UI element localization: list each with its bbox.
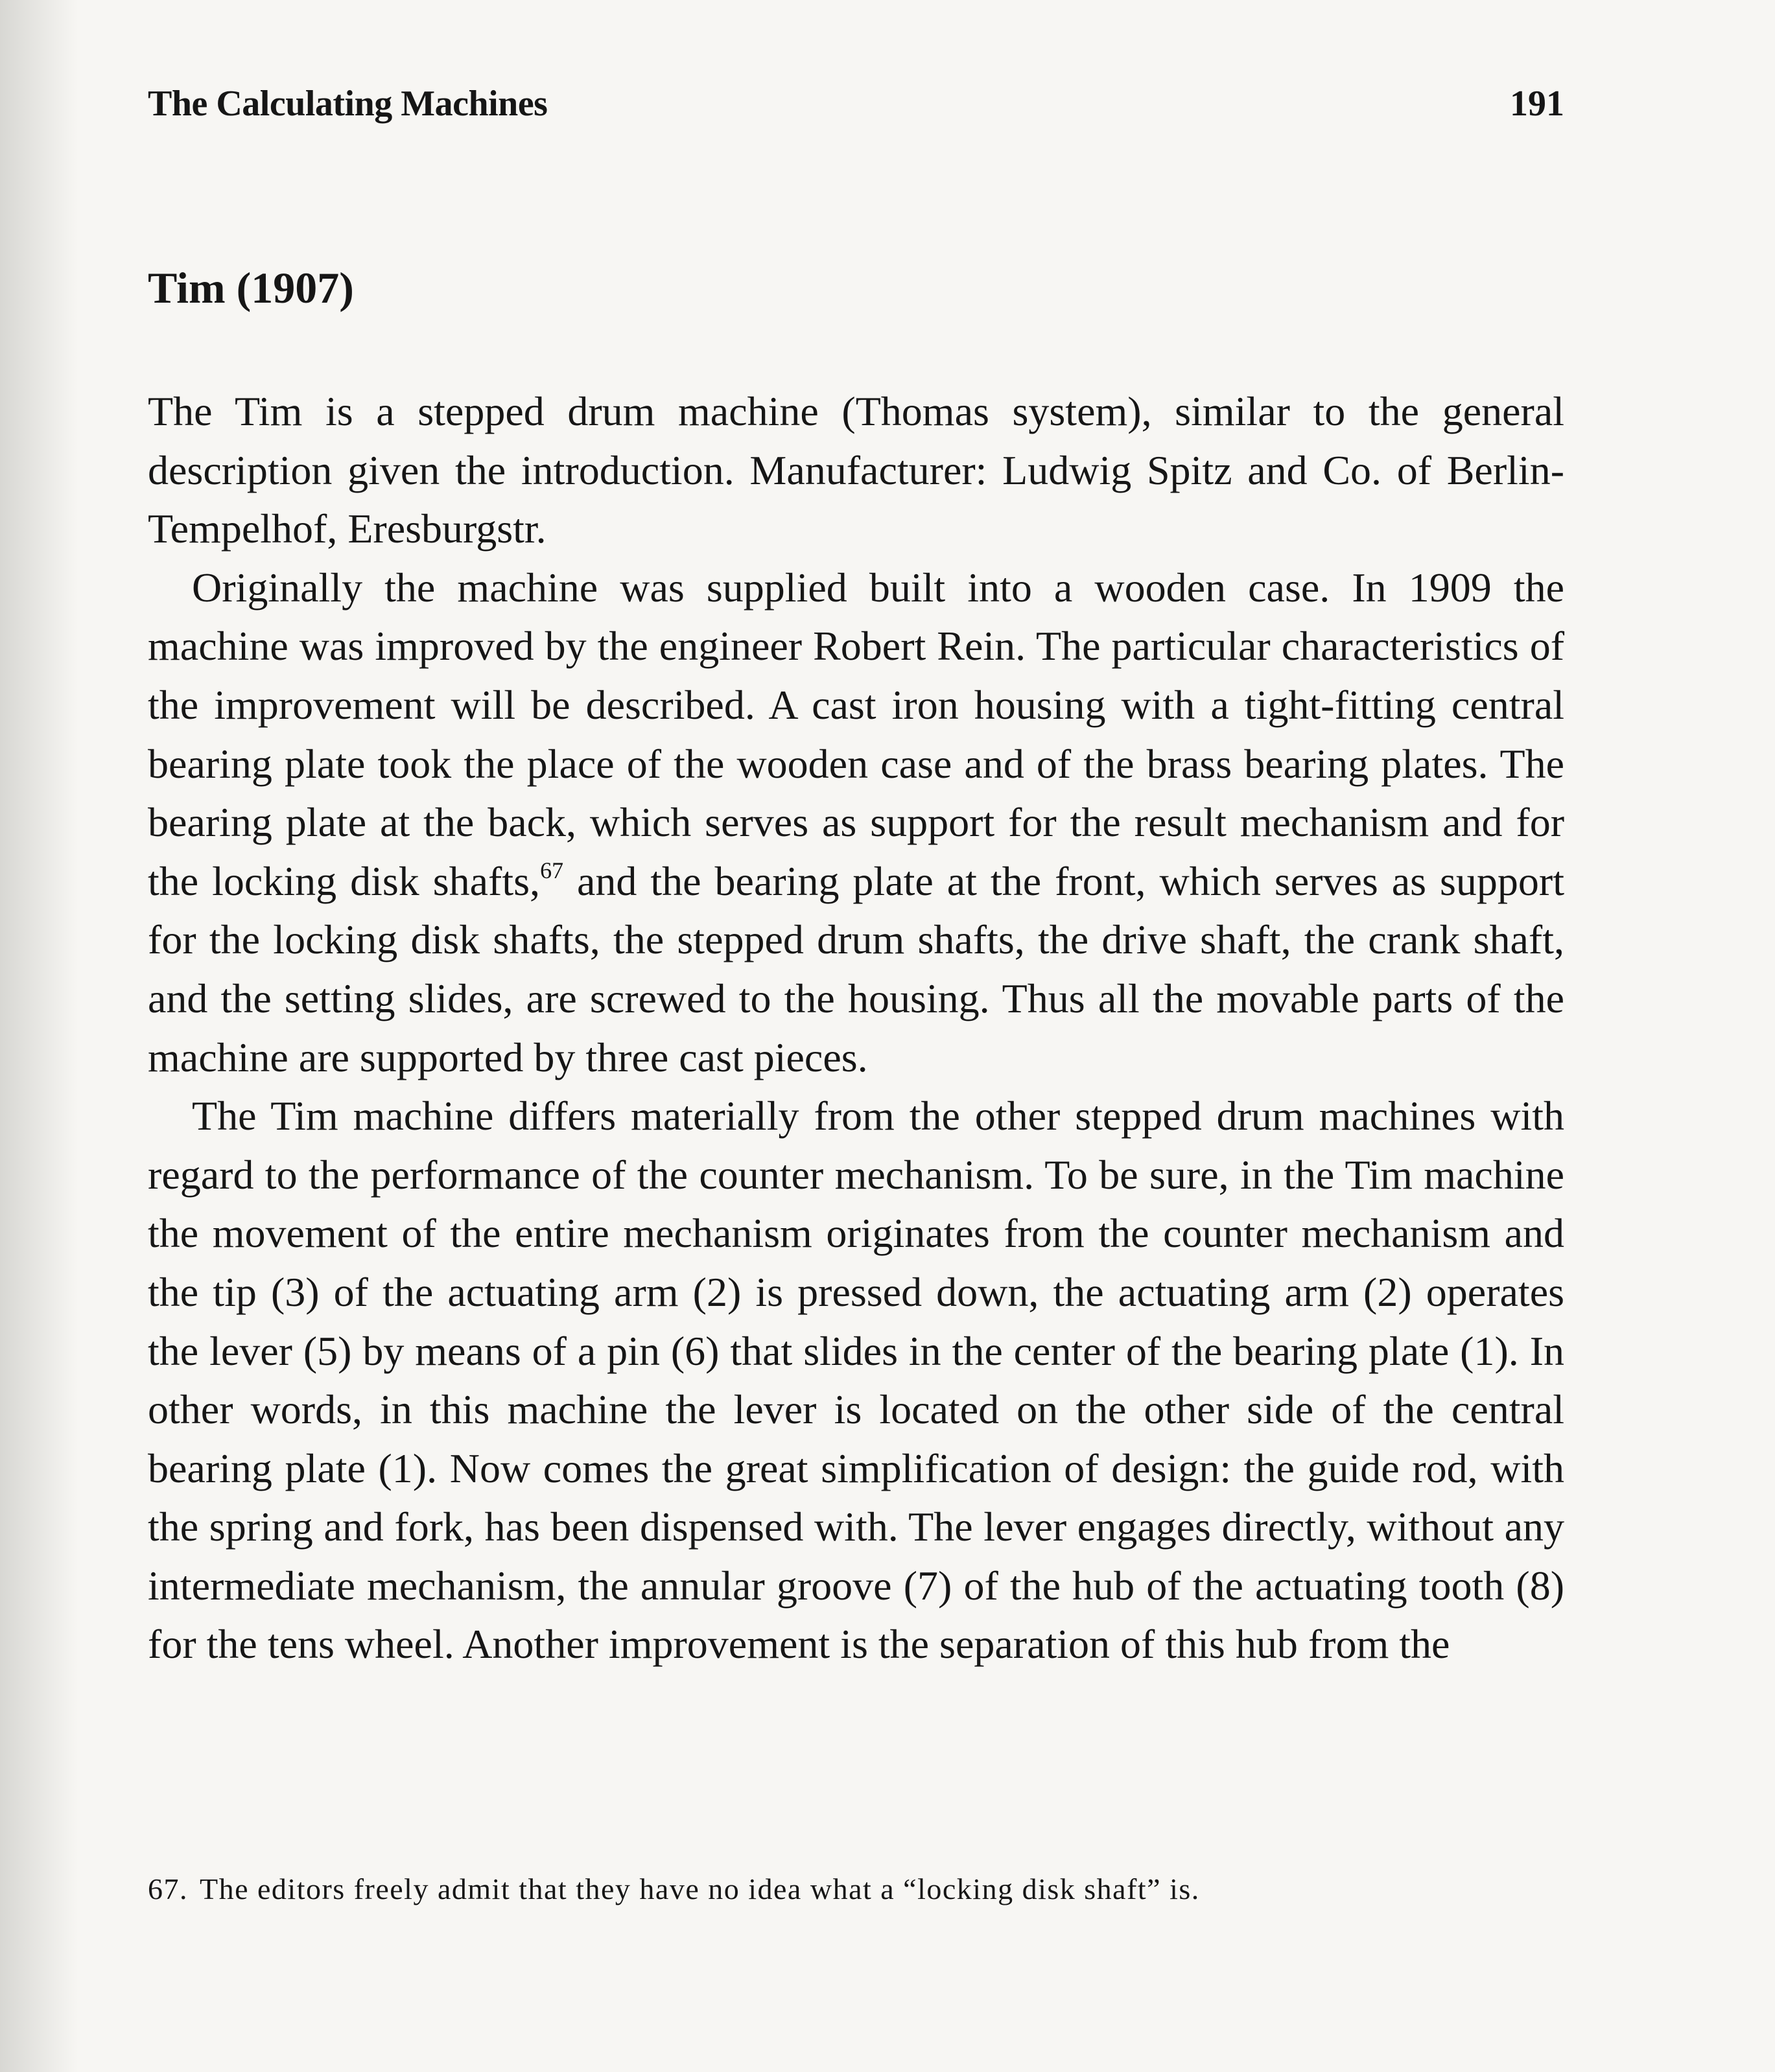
- footnote-reference: 67: [540, 857, 564, 883]
- book-page: [148, 0, 1564, 2072]
- footnote-text: The editors freely admit that they have no idea what a “locking disk shaft” is.: [200, 1872, 1200, 1905]
- footnote: [148, 1872, 1564, 1906]
- body-text: [148, 382, 1564, 1674]
- footnote-number: 67.: [148, 1872, 188, 1905]
- paragraph-1: The Tim is a stepped drum machine (Thomas system), similar to the general description given the introduction. Manufacturer: Ludwig Spitz and Co. of Berlin-Tempelhof, Eresburgstr.: [148, 388, 1564, 552]
- page-gutter-shadow: [0, 0, 78, 2072]
- section-heading: Tim (1907): [148, 263, 354, 312]
- running-head: [148, 83, 1564, 135]
- page-number: 191: [1510, 84, 1564, 124]
- running-title: The Calculating Machines: [148, 84, 548, 124]
- paragraph-2-part-1: Originally the machine was supplied built into a wooden case. In 1909 the machine was improved by the engineer Robert Rein. The particular characteristics of the improvement will be described. A cast iron housing with a tight-fitting central bearing plate took the place of the wooden case and of the brass bearing plates. The bearing plate at the back, which serves as support for the result mechanism and for the locking disk shafts,: [148, 564, 1564, 904]
- paragraph-2: [148, 559, 1564, 1087]
- paragraph-2-part-2: and the bearing plate at the front, which serves as support for the locking disk shafts, the stepped drum shafts, the drive shaft, the crank shaft, and the setting slides, are screwed to the housing. Thus all the movable parts of the machine are supported by three cast pieces.: [148, 857, 1565, 1080]
- paragraph-3: The Tim machine differs materially from the other stepped drum machines with regard to the performance of the counter mechanism. To be sure, in the Tim machine the movement of the entire mechanism originates from the counter mechanism and the tip (3) of the actuating arm (2) is pressed down, the actuating arm (2) operates the lever (5) by means of a pin (6) that slides in the center of the bearing plate (1). In other words, in this machine the lever is located on the other side of the central bearing plate (1). Now comes the great simplification of design: the guide rod, with the spring and fork, has been dispensed with. The lever engages directly, without any intermediate mechanism, the annular groove (7) of the hub of the actuating tooth (8) for the tens wheel. Another improvement is the separation of this hub from the: [148, 1093, 1564, 1668]
